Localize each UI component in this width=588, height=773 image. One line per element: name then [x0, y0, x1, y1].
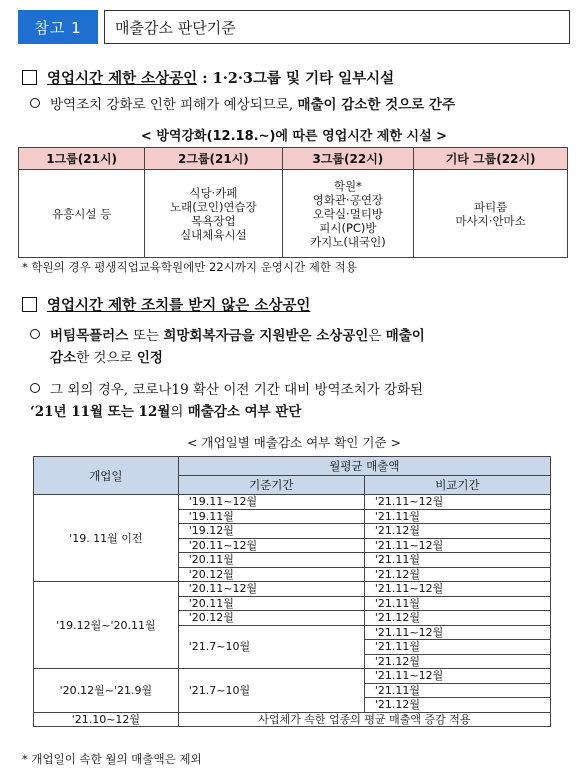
col-header-comp: 비교기간 [364, 476, 550, 495]
bullet1-text: 방역조치 강화로 인한 피해가 예상되므로, [50, 97, 298, 113]
checkbox-square-icon [22, 70, 37, 85]
check-table-note: * 개업일이 속한 월의 매출액은 제외 [22, 752, 202, 766]
cell-line: 목욕장업 [191, 213, 236, 228]
section-time-limited [22, 67, 394, 88]
open-date-cell: '19. 11월 이전 [34, 495, 179, 582]
col-header: 2그룹(21시) [145, 148, 282, 170]
check-table [33, 456, 551, 727]
table-row [34, 669, 551, 684]
hours-table [18, 147, 568, 258]
cell-line: 마사지·안마소 [455, 213, 526, 228]
cell-line: 유흥시설 등 [52, 206, 112, 221]
bullet2-part: 은 [368, 328, 386, 344]
bullet2-part: 감소 [50, 350, 77, 366]
base-cell: '21.7~10월 [178, 625, 364, 669]
bullet-deemed-decrease [30, 94, 455, 116]
comp-cell: '21.11월 [364, 683, 550, 698]
other-group-cell [414, 170, 568, 258]
bullet2-part: 매출이 [385, 328, 425, 344]
bullet2-part: 희망회복자금을 지원받은 소상공인 [163, 328, 369, 344]
cell-line: 학원* [333, 178, 362, 193]
bullet2-part: 버팀목플러스 [50, 328, 133, 344]
group2-cell [145, 170, 282, 258]
hours-table-note: * 학원의 경우 평생직업교육학원에만 22시까지 운영시간 제한 적용 [22, 260, 357, 274]
comp-cell: '21.11월 [364, 553, 550, 568]
open-date-cell: '19.12월~'20.11월 [34, 582, 179, 669]
section2-title: 영업시간 제한 조치를 받지 않은 소상공인 [47, 297, 311, 314]
comp-cell: '21.12월 [364, 698, 550, 713]
base-cell: '19.11~12월 [178, 495, 364, 510]
table-row [34, 495, 551, 510]
base-cell: '20.11~12월 [178, 538, 364, 553]
circle-bullet-icon [30, 98, 40, 108]
base-cell: '20.11월 [178, 553, 364, 568]
comp-cell: '21.11~12월 [364, 582, 550, 597]
bullet2-part: 한 것으로 [76, 350, 137, 366]
comp-cell: '21.11~12월 [364, 669, 550, 684]
check-table-caption: < 개업일별 매출감소 여부 확인 기준 > [187, 435, 401, 450]
base-cell: '19.11월 [178, 509, 364, 524]
col-header-open: 개업일 [34, 457, 179, 495]
col-header-base: 기준기간 [178, 476, 364, 495]
checkbox-square-icon [22, 297, 37, 312]
industry-average-cell: 사업체가 속한 업종의 평균 매출액 증감 적용 [178, 712, 550, 727]
comp-cell: '21.11월 [364, 596, 550, 611]
section1-title: 영업시간 제한 소상공인 [47, 70, 198, 87]
reference-header [18, 10, 570, 44]
col-header: 3그룹(22시) [282, 148, 414, 170]
table-row [34, 582, 551, 597]
table-row [34, 712, 551, 727]
base-cell: '19.12월 [178, 524, 364, 539]
cell-line: 식당·카페 [189, 185, 238, 200]
comp-cell: '21.12월 [364, 654, 550, 669]
circle-bullet-icon [30, 329, 40, 339]
table-row [19, 170, 568, 258]
reference-tag: 참고 1 [18, 10, 98, 44]
base-cell: '20.12월 [178, 567, 364, 582]
bullet1-bold: 매출이 감소한 것으로 간주 [297, 97, 456, 113]
bullet-other-cases [30, 379, 570, 423]
reference-title: 매출감소 판단기준 [104, 10, 570, 44]
comp-cell: '21.11월 [364, 640, 550, 655]
base-cell: '20.11~12월 [178, 582, 364, 597]
section-not-limited [22, 294, 310, 315]
table-header-row [34, 457, 551, 476]
bullet2-part: 또는 [132, 328, 164, 344]
cell-line: 파티룸 [473, 199, 508, 214]
comp-cell: '21.12월 [364, 567, 550, 582]
open-date-cell: '20.12월~'21.9월 [34, 669, 179, 713]
comp-cell: '21.12월 [364, 611, 550, 626]
bullet3-part: ‘21년 11월 또는 12월 [30, 404, 171, 420]
bullet2-part: 인정 [136, 350, 163, 366]
group3-cell [282, 170, 414, 258]
open-date-cell: '21.10~12월 [34, 712, 179, 727]
bullet3-part: 그 외의 경우, 코로나19 확산 이전 기간 대비 방역조치가 강화된 [50, 382, 424, 398]
comp-cell: '21.11월 [364, 509, 550, 524]
cell-line: 오락실·멀티방 [312, 206, 384, 221]
bullet3-part: 매출감소 여부 판단 [187, 404, 302, 420]
group1-cell [19, 170, 145, 258]
comp-cell: '21.11~12월 [364, 538, 550, 553]
base-cell: '20.12월 [178, 611, 364, 626]
table-header-row [19, 148, 568, 170]
section1-suffix: : 1·2·3그룹 및 기타 일부시설 [197, 70, 395, 87]
cell-line: 노래(코인)연습장 [170, 199, 257, 214]
cell-line: 카지노(내국인) [310, 234, 386, 249]
base-cell: '21.7~10월 [178, 669, 364, 713]
cell-line: 실내체육시설 [180, 227, 247, 242]
comp-cell: '21.11~12월 [364, 495, 550, 510]
comp-cell: '21.12월 [364, 524, 550, 539]
col-header-avg: 월평균 매출액 [178, 457, 550, 476]
cell-line: 영화관·공연장 [312, 192, 384, 207]
col-header: 1그룹(21시) [19, 148, 145, 170]
col-header: 기타 그룹(22시) [414, 148, 568, 170]
bullet-support-recipients [30, 325, 570, 369]
bullet3-part: 의 [170, 404, 188, 420]
circle-bullet-icon [30, 383, 40, 393]
hours-table-caption: < 방역강화(12.18.~)에 따른 영업시간 제한 시설 > [140, 129, 448, 144]
base-cell: '20.11월 [178, 596, 364, 611]
cell-line: 피시(PC)방 [319, 220, 377, 235]
comp-cell: '21.11~12월 [364, 625, 550, 640]
